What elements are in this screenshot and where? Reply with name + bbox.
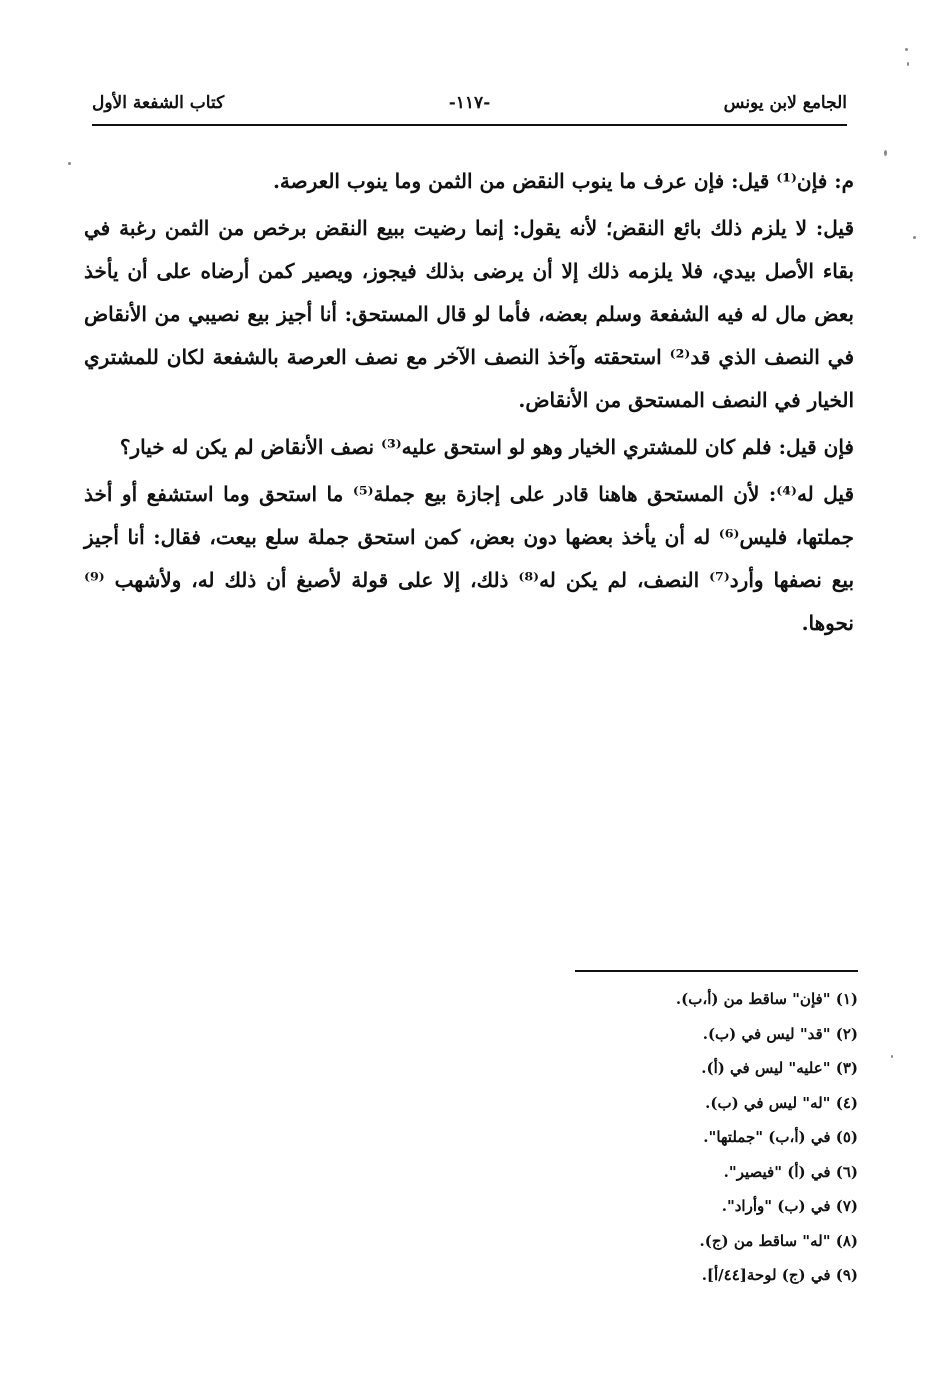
footnotes [560, 982, 858, 1293]
chapter-title: كتاب الشفعة الأول [92, 93, 225, 113]
footnote: (٢) "قد" ليس في (ب). [702, 1024, 858, 1043]
footnote: (٨) "له" ساقط من (ج). [699, 1231, 858, 1250]
scan-speck [68, 162, 71, 165]
footnote: (٩) في (ج) لوحة[٤٤/أ]. [701, 1266, 858, 1284]
footnote-rule [575, 970, 858, 972]
footnote: (١) "فإن" ساقط من (أ،ب). [675, 990, 858, 1008]
paragraph: فإن قيل: فلم كان للمشتري الخيار وهو لو استحق عليه⁽³⁾ نصف الأنقاض لم يكن له خيار؟ [119, 435, 854, 459]
paragraph: م: فإن⁽¹⁾ قيل: فإن عرف ما ينوب النقض من الثمن وما ينوب العرصة. [272, 169, 854, 193]
header-rule [92, 124, 847, 126]
book-title: الجامع لابن يونس [723, 93, 847, 113]
paragraph: قيل له⁽⁴⁾: لأن المستحق هاهنا قادر على إجازة بيع جملة⁽⁵⁾ ما استحق وما استشفع أو أخذ جملتها، فليس⁽⁶⁾ له أن يأخذ بعضها دون بعض، كمن استحق جملة سلع بيعت، فقال: أنا أجيز بيع نصفها وأرد⁽⁷⁾ النصف، لم يكن له⁽⁸⁾ ذلك، إلا على قولة لأصبغ أن ذلك له، ولأشهب ⁽⁹⁾ نحوها. [84, 482, 855, 635]
footnote: (٦) في (أ) "فيصير". [723, 1162, 858, 1181]
scan-speck [913, 236, 916, 239]
paragraph: قيل: لا يلزم ذلك بائع النقض؛ لأنه يقول: إنما رضيت ببيع النقض برخص من الثمن رغبة في بقاء الأصل بيدي، فلا يلزمه ذلك إلا أن يرضى بذلك فيجوز، ويصير كمن أرضاه على أن يأخذ بعض مال له فيه الشفعة وسلم بعضه، فأما لو قال المستحق: أنا أجيز بيع نصيبي من الأنقاض في النصف الذي قد⁽²⁾ استحقته وآخذ النصف الآخر مع نصف العرصة بالشفعة لكان للمشتري الخيار في النصف المستحق من الأنقاض. [84, 216, 855, 412]
scan-speck [907, 62, 909, 66]
footnote: (٣) "عليه" ليس في (أ). [701, 1059, 858, 1077]
scan-speck [891, 1055, 893, 1058]
footnote: (٥) في (أ،ب) "جملتها". [703, 1128, 858, 1146]
page-number: -١١٧- [448, 93, 491, 113]
footnote: (٤) "له" ليس في (ب). [705, 1093, 858, 1112]
main-text [84, 160, 854, 649]
running-header [92, 93, 847, 123]
footnote: (٧) في (ب) "وأراد". [721, 1197, 858, 1215]
scan-speck [884, 150, 887, 156]
scan-speck [905, 48, 908, 51]
